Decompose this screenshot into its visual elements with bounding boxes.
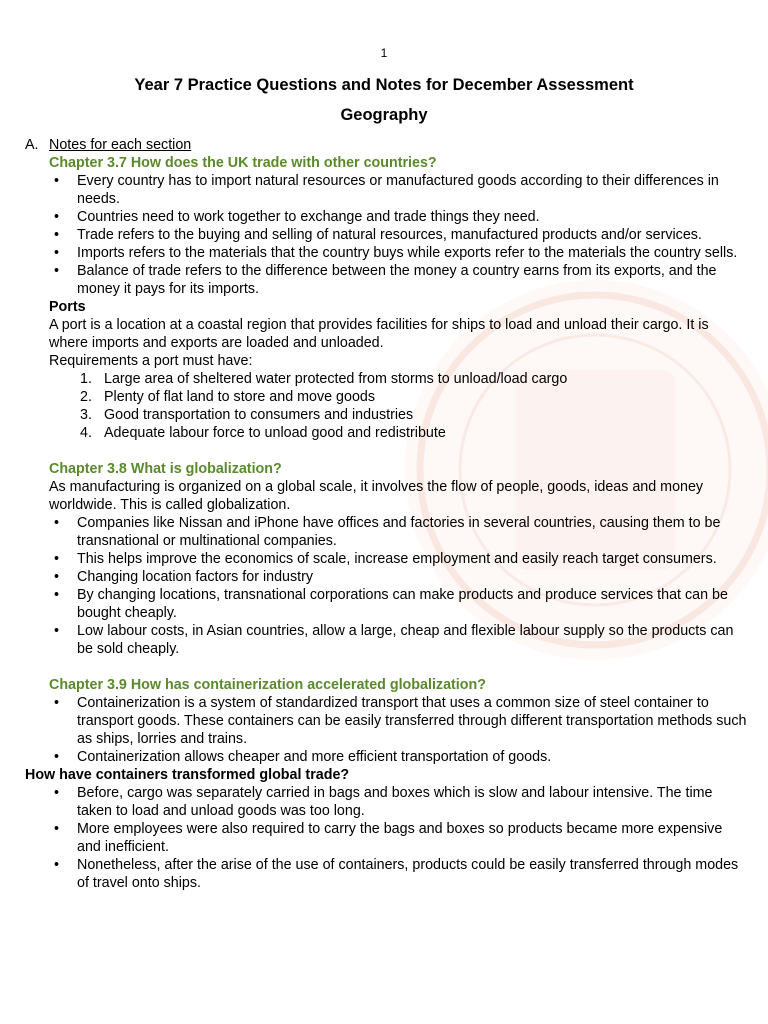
chapter-3-7-heading: Chapter 3.7 How does the UK trade with other countries? (49, 155, 437, 171)
chapter-3-8-heading: Chapter 3.8 What is globalization? (49, 461, 282, 477)
section-a-heading (25, 136, 747, 154)
document-body (25, 136, 747, 892)
list-item: • Nonetheless, after the arise of the use of containers, products could be easily transferred through modes of travel onto ships. (49, 856, 747, 892)
list-item: • Balance of trade refers to the difference between the money a country earns from its exports, and the money it pays for its imports. (49, 262, 747, 298)
list-item: 2. Plenty of flat land to store and move goods (80, 389, 376, 405)
list-item: • Imports refers to the materials that the country buys while exports refer to the materials the country sells. (49, 244, 747, 262)
requirements-intro: Requirements a port must have: (49, 353, 253, 369)
page-number: 1 (380, 46, 388, 60)
chapter-3-7-bullets (49, 172, 747, 298)
list-item: • Low labour costs, in Asian countries, allow a large, cheap and flexible labour supply so the products can be sold cheaply. (49, 622, 747, 658)
list-item: • Trade refers to the buying and selling of natural resources, manufactured products and/or services. (49, 226, 747, 244)
document-subtitle: Geography (340, 106, 428, 124)
list-item: 4. Adequate labour force to unload good and redistribute (80, 425, 446, 441)
list-item: 3. Good transportation to consumers and industries (80, 407, 414, 423)
section-marker: A. (25, 137, 39, 153)
list-item: • Before, cargo was separately carried in bags and boxes which is slow and labour intensive. The time taken to load and unload goods was too long. (49, 784, 747, 820)
list-item: • Countries need to work together to exchange and trade things they need. (49, 208, 747, 226)
list-item: • This helps improve the economics of scale, increase employment and easily reach target consumers. (49, 550, 747, 568)
containers-heading: How have containers transformed global trade? (25, 767, 350, 783)
list-item: • Every country has to import natural resources or manufactured goods according to their differences in needs. (49, 172, 747, 208)
list-item: • More employees were also required to carry the bags and boxes so products became more expensive and inefficient. (49, 820, 747, 856)
section-label: Notes for each section (49, 137, 192, 153)
port-requirements-list (49, 370, 747, 442)
list-item: • Companies like Nissan and iPhone have offices and factories in several countries, causing them to be transnational or multinational companies. (49, 514, 747, 550)
list-item: 1. Large area of sheltered water protected from storms to unload/load cargo (80, 371, 568, 387)
ports-paragraph: A port is a location at a coastal region that provides facilities for ships to load and unload their cargo. It is where imports and exports are loaded and unloaded. (49, 317, 709, 351)
section-a-body (25, 154, 747, 766)
ports-heading: Ports (49, 299, 86, 315)
list-item: • Containerization is a system of standardized transport that uses a common size of steel container to transport goods. These containers can be easily transferred through different transportation methods such as ships, lorries and trains. (49, 694, 747, 748)
spacer (49, 442, 747, 460)
spacer (49, 658, 747, 676)
globalization-intro: As manufacturing is organized on a global scale, it involves the flow of people, goods, ideas and money worldwide. This is called globalization. (49, 479, 704, 513)
document-title: Year 7 Practice Questions and Notes for December Assessment (134, 76, 634, 94)
list-item: • Changing location factors for industry (49, 568, 747, 586)
containers-body (25, 784, 747, 892)
list-item: • By changing locations, transnational corporations can make products and produce services that can be bought cheaply. (49, 586, 747, 622)
containers-bullets (49, 784, 747, 892)
chapter-3-8-bullets (49, 514, 747, 658)
chapter-3-9-bullets (49, 694, 747, 766)
chapter-3-9-heading: Chapter 3.9 How has containerization accelerated globalization? (49, 677, 486, 693)
list-item: • Containerization allows cheaper and more efficient transportation of goods. (49, 748, 747, 766)
